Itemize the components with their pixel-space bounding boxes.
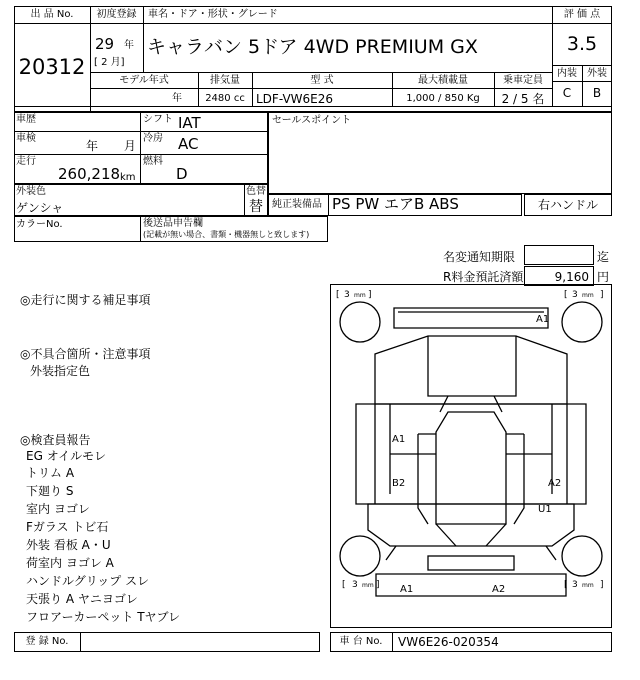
mark-right-side: U1 <box>538 504 552 515</box>
tire-tag: 3 <box>572 580 578 590</box>
grade-label: 評 価 点 <box>563 9 601 20</box>
inspector-line: Fガラス トビ石 <box>26 520 109 534</box>
displacement-label: 排気量 <box>210 75 240 86</box>
history-label: 車歴 <box>16 114 36 125</box>
type-label: 型 式 <box>310 75 334 86</box>
inspector-line: 下廻り S <box>26 484 74 498</box>
svg-text:[: [ <box>564 290 568 300</box>
fuel-value: D <box>176 165 188 183</box>
max-load-value: 1,000 / 850 Kg <box>406 93 480 104</box>
mark-left-front: A1 <box>392 434 406 445</box>
driving-notes-label: ◎走行に関する補足事項 <box>20 293 151 307</box>
car-name-label: 車名・ドア・形状・グレード <box>148 9 278 20</box>
chassis-label: 車 台 No. <box>339 636 383 647</box>
tire-tag: 3 <box>572 290 578 300</box>
recycle-label: R料金預託済額 <box>443 270 524 284</box>
svg-text:]: ] <box>376 580 380 590</box>
lot-number: 20312 <box>18 55 86 79</box>
recycle-box <box>524 266 594 286</box>
name-change-label: 名変通知期限 <box>443 250 516 264</box>
inspector-line: トリム A <box>26 466 75 480</box>
roof-outline <box>436 412 506 524</box>
inspector-line: 荷室内 ヨゴレ A <box>26 556 114 570</box>
name-change-box <box>524 245 594 265</box>
sales-point-label: セールスポイント <box>272 115 352 126</box>
mark-front-bumper-left: A1 <box>400 584 414 595</box>
name-change-unit: 迄 <box>597 250 610 264</box>
car-name: キャラバン 5ドア 4WD PREMIUM GX <box>147 36 478 58</box>
first-reg-month: [ 2 月] <box>94 57 125 68</box>
first-reg-label: 初度登録 <box>96 9 137 20</box>
mark-rear-top: A1 <box>536 314 550 325</box>
docs-label: 後送品申告欄 <box>143 218 203 229</box>
ac-value: AC <box>178 135 199 153</box>
svg-text:mm: mm <box>354 292 366 299</box>
defect-line: 外装指定色 <box>30 364 91 378</box>
svg-text:mm: mm <box>362 582 374 589</box>
tire-front-left <box>340 536 380 576</box>
inspector-line: 外装 看板 A・U <box>26 538 111 552</box>
svg-text:[: [ <box>564 580 568 590</box>
model-year-value: 年 <box>172 93 182 104</box>
color-value: ゲンシャ <box>16 201 64 215</box>
inspector-line: フロアーカーペット Tヤブレ <box>26 610 181 624</box>
rear-door-outline <box>375 336 567 404</box>
tire-rear-right <box>562 302 602 342</box>
mileage-value: 260,218 <box>58 165 121 183</box>
equipment-value: PS PW エアB ABS <box>332 195 459 213</box>
color-change-label: 色替 <box>246 186 266 197</box>
svg-text:mm: mm <box>582 292 594 299</box>
inspector-line: 天張り A ヤニヨゴレ <box>26 592 138 606</box>
interior-grade: C <box>562 86 572 100</box>
vehicle-damage-diagram <box>330 284 612 628</box>
tire-rear-left <box>340 302 380 342</box>
inspector-line: ハンドルグリップ スレ <box>26 574 150 588</box>
svg-text:[: [ <box>336 290 340 300</box>
tire-tag: 3 <box>344 290 350 300</box>
mark-left-rear: B2 <box>392 478 406 489</box>
svg-text:]: ] <box>600 580 604 590</box>
mileage-label: 走行 <box>16 156 36 167</box>
tire-tag: 3 <box>352 580 358 590</box>
first-reg-year: 29 <box>95 35 115 53</box>
lot-label: 出 品 No. <box>30 9 74 20</box>
recycle-value: 9,160 <box>554 270 589 284</box>
color-label: 外装色 <box>16 186 46 197</box>
recycle-unit: 円 <box>597 270 610 284</box>
chassis-value: VW6E26-020354 <box>398 635 499 649</box>
equipment-label: 純正装備品 <box>272 199 322 210</box>
fuel-label: 燃料 <box>143 156 163 167</box>
shift-value: IAT <box>178 114 201 132</box>
defects-label: ◎不具合箇所・注意事項 <box>20 347 151 361</box>
capacity-label: 乗車定員 <box>503 75 543 86</box>
displacement-value: 2480 cc <box>205 93 245 104</box>
svg-text:[: [ <box>342 580 346 590</box>
svg-text:mm: mm <box>582 582 594 589</box>
tire-front-right <box>562 536 602 576</box>
first-reg-year-unit: 年 <box>124 40 134 51</box>
ac-label: 冷房 <box>143 133 163 144</box>
inspector-label: ◎検査員報告 <box>20 433 91 447</box>
inspector-line: 室内 ヨゴレ <box>26 502 90 516</box>
svg-text:]: ] <box>600 290 604 300</box>
mark-right-rear: A2 <box>548 478 562 489</box>
max-load-label: 最大積載量 <box>418 75 468 86</box>
details-frame <box>14 112 268 184</box>
overall-grade: 3.5 <box>566 33 598 55</box>
interior-label: 内装 <box>557 68 577 79</box>
registration-label: 登 録 No. <box>25 636 69 647</box>
rear-bumper-outline <box>394 308 548 328</box>
svg-text:]: ] <box>368 290 372 300</box>
exterior-grade: B <box>592 86 602 100</box>
color-no-label: カラーNo. <box>16 219 63 230</box>
steering-value: 右ハンドル <box>537 198 598 212</box>
mark-front-bumper-right: A2 <box>492 584 506 595</box>
mileage-unit: km <box>120 172 136 183</box>
inspection-value: 年 月 <box>86 139 136 153</box>
type-value: LDF-VW6E26 <box>256 92 334 106</box>
inspector-line: EG オイルモレ <box>26 449 107 463</box>
docs-note: (記載が無い場合、書類・機器無しと致します) <box>143 230 310 239</box>
capacity-value: 2 / 5 名 <box>501 92 545 106</box>
exterior-label: 外装 <box>587 68 607 79</box>
color-change-value: 替 <box>249 199 263 215</box>
model-year-label: モデル年式 <box>119 75 169 86</box>
inspection-label: 車検 <box>16 133 36 144</box>
shift-label: シフト <box>143 114 173 125</box>
